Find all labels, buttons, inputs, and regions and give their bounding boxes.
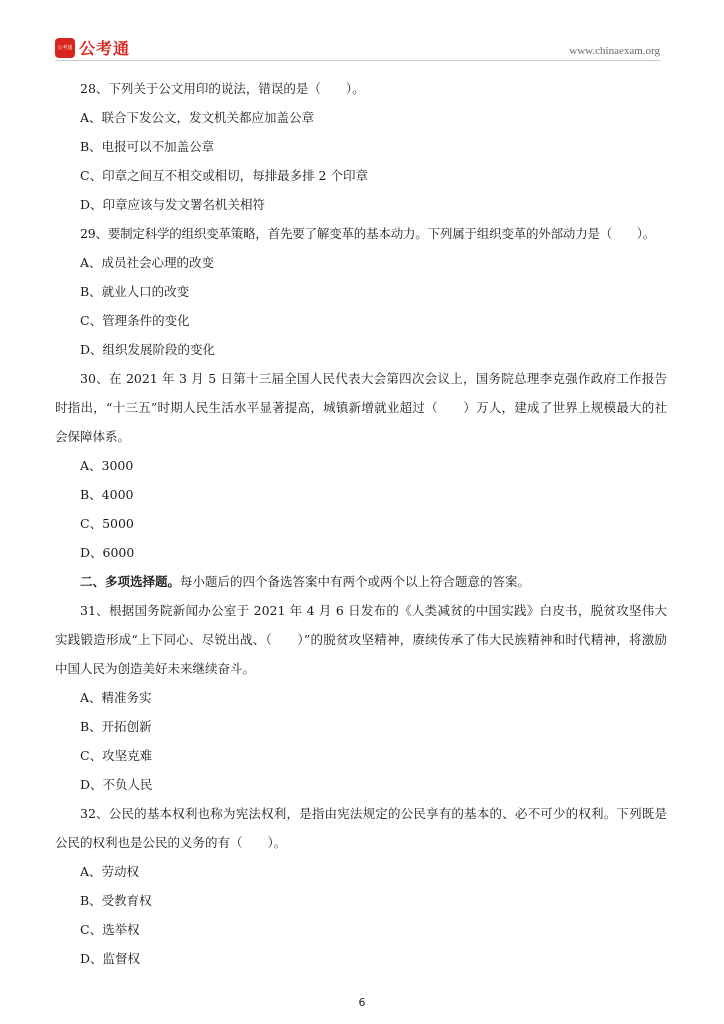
question-28-option-c: C、印章之间互不相交或相切，每排最多排 2 个印章 [80, 168, 368, 183]
question-32-option-b: B、受教育权 [80, 893, 152, 908]
question-32-option-d: D、监督权 [80, 951, 141, 966]
question-31-option-a: A、精准务实 [80, 690, 152, 705]
question-29-option-a: A、成员社会心理的改变 [80, 255, 215, 270]
question-29-option-d: D、组织发展阶段的变化 [80, 342, 216, 357]
question-30-option-b: B、4000 [80, 487, 134, 502]
question-29-option-c: C、管理条件的变化 [80, 313, 190, 328]
question-31-option-b: B、开拓创新 [80, 719, 152, 734]
brand-logo [55, 36, 130, 59]
question-31-option-c: C、攻坚克难 [80, 748, 153, 763]
section-title: 二、多项选择题。 [80, 574, 181, 589]
section-heading [55, 567, 667, 596]
question-31-option-d: D、不负人民 [80, 777, 153, 792]
question-28-option-a: A、联合下发公文，发文机关都应加盖公章 [80, 110, 315, 125]
page-number: 6 [358, 996, 366, 1009]
question-32-option-a: A、劳动权 [80, 864, 140, 879]
document-body [55, 74, 667, 973]
question-32-stem: 32、公民的基本权利也称为宪法权利，是指由宪法规定的公民享有的基本的、必不可少的权利。下列既是公民的权利也是公民的义务的有（ ）。 [55, 806, 667, 850]
logo-text: 公考通 [79, 39, 131, 58]
question-28-stem: 28、下列关于公文用印的说法，错误的是（ ）。 [80, 81, 365, 96]
question-32-option-c: C、选举权 [80, 922, 140, 937]
question-30-option-d: D、6000 [80, 545, 135, 560]
question-28-option-d: D、印章应该与发文署名机关相符 [80, 197, 266, 212]
logo-badge-icon: 公考通 [55, 38, 75, 58]
question-30-option-a: A、3000 [80, 458, 134, 473]
page-header [0, 0, 724, 62]
question-29-stem: 29、要制定科学的组织变革策略，首先要了解变革的基本动力。下列属于组织变革的外部动力是（ ）。 [80, 226, 656, 241]
header-divider [55, 60, 660, 61]
question-29-option-b: B、就业人口的改变 [80, 284, 190, 299]
question-30-stem: 30、在 2021 年 3 月 5 日第十三届全国人民代表大会第四次会议上，国务院总理李克强作政府工作报告时指出，“十三五”时期人民生活水平显著提高，城镇新增就业超过（ ）万人，建成了世界上规模最大的社会保障体系。 [55, 371, 667, 444]
site-url: www.chinaexam.org [569, 45, 660, 57]
question-31-stem: 31、根据国务院新闻办公室于 2021 年 4 月 6 日发布的《人类减贫的中国实践》白皮书，脱贫攻坚伟大实践锻造形成“上下同心、尽锐出战、（ ）”的脱贫攻坚精神，赓续传承了伟大民族精神和时代精神，将激励中国人民为创造美好未来继续奋斗。 [55, 603, 667, 676]
section-description: 每小题后的四个备选答案中有两个或两个以上符合题意的答案。 [180, 574, 531, 589]
question-28-option-b: B、电报可以不加盖公章 [80, 139, 215, 154]
question-30-option-c: C、5000 [80, 516, 134, 531]
